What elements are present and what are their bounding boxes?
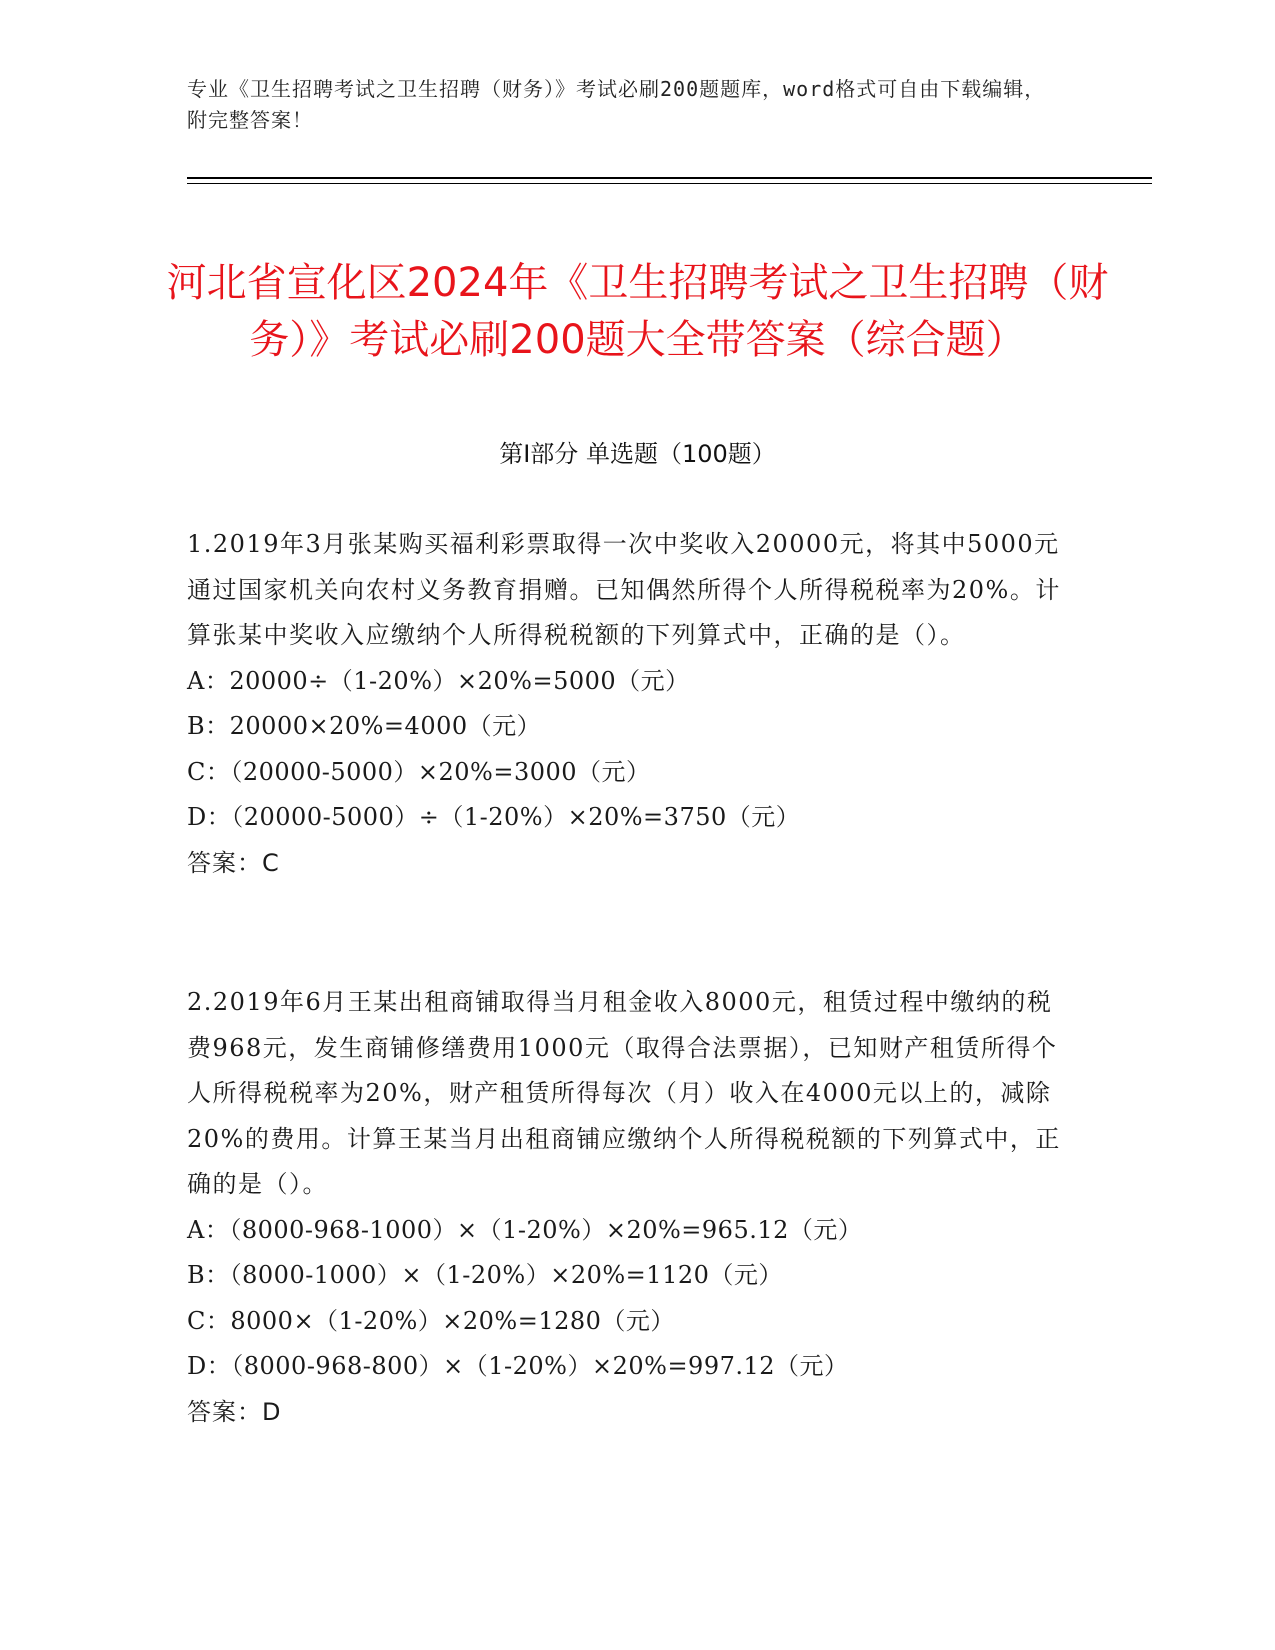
option-a: A：（8000-968-1000）×（1-20%）×20%=965.12（元） — [187, 1215, 863, 1244]
header-divider-thick — [187, 177, 1152, 179]
answer-line: 答案：D — [187, 1397, 282, 1426]
section-heading: 第I部分 单选题（100题） — [499, 440, 776, 468]
option-d: D：（20000-5000）÷（1-20%）×20%=3750（元） — [187, 803, 801, 831]
question-block — [187, 522, 1072, 886]
document-title: 河北省宣化区2024年《卫生招聘考试之卫生招聘（财务）》考试必刷200题大全带答案（综合题） — [166, 259, 1109, 363]
option-b: B：20000×20%=4000（元） — [187, 712, 542, 740]
option-a: A：20000÷（1-20%）×20%=5000（元） — [187, 666, 690, 695]
header-divider-thin — [187, 183, 1152, 184]
header-note: 专业《卫生招聘考试之卫生招聘（财务）》考试必刷200题题库，word格式可自由下载编辑，附完整答案！ — [187, 77, 1046, 132]
option-d: D：（8000-968-800）×（1-20%）×20%=997.12（元） — [187, 1352, 849, 1380]
option-c: C：8000×（1-20%）×20%=1280（元） — [187, 1306, 675, 1335]
answer-line: 答案：C — [187, 848, 280, 877]
option-b: B：（8000-1000）×（1-20%）×20%=1120（元） — [187, 1261, 783, 1289]
option-c: C：（20000-5000）×20%=3000（元） — [187, 757, 651, 786]
question-stem: 1.2019年3月张某购买福利彩票取得一次中奖收入20000元，将其中5000元通过国家机关向农村义务教育捐赠。已知偶然所得个人所得税税率为20%。计算张某中奖收入应缴纳个人所得税税额的下列算式中，正确的是（）。 — [187, 530, 1061, 649]
question-stem: 2.2019年6月王某出租商铺取得当月租金收入8000元，租赁过程中缴纳的税费968元，发生商铺修缮费用1000元（取得合法票据），已知财产租赁所得个人所得税税率为20%，财产租赁所得每次（月）收入在4000元以上的，减除20%的费用。计算王某当月出租商铺应缴纳个人所得税税额的下列算式中，正确的是（）。 — [187, 988, 1061, 1198]
question-block — [187, 980, 1072, 1435]
